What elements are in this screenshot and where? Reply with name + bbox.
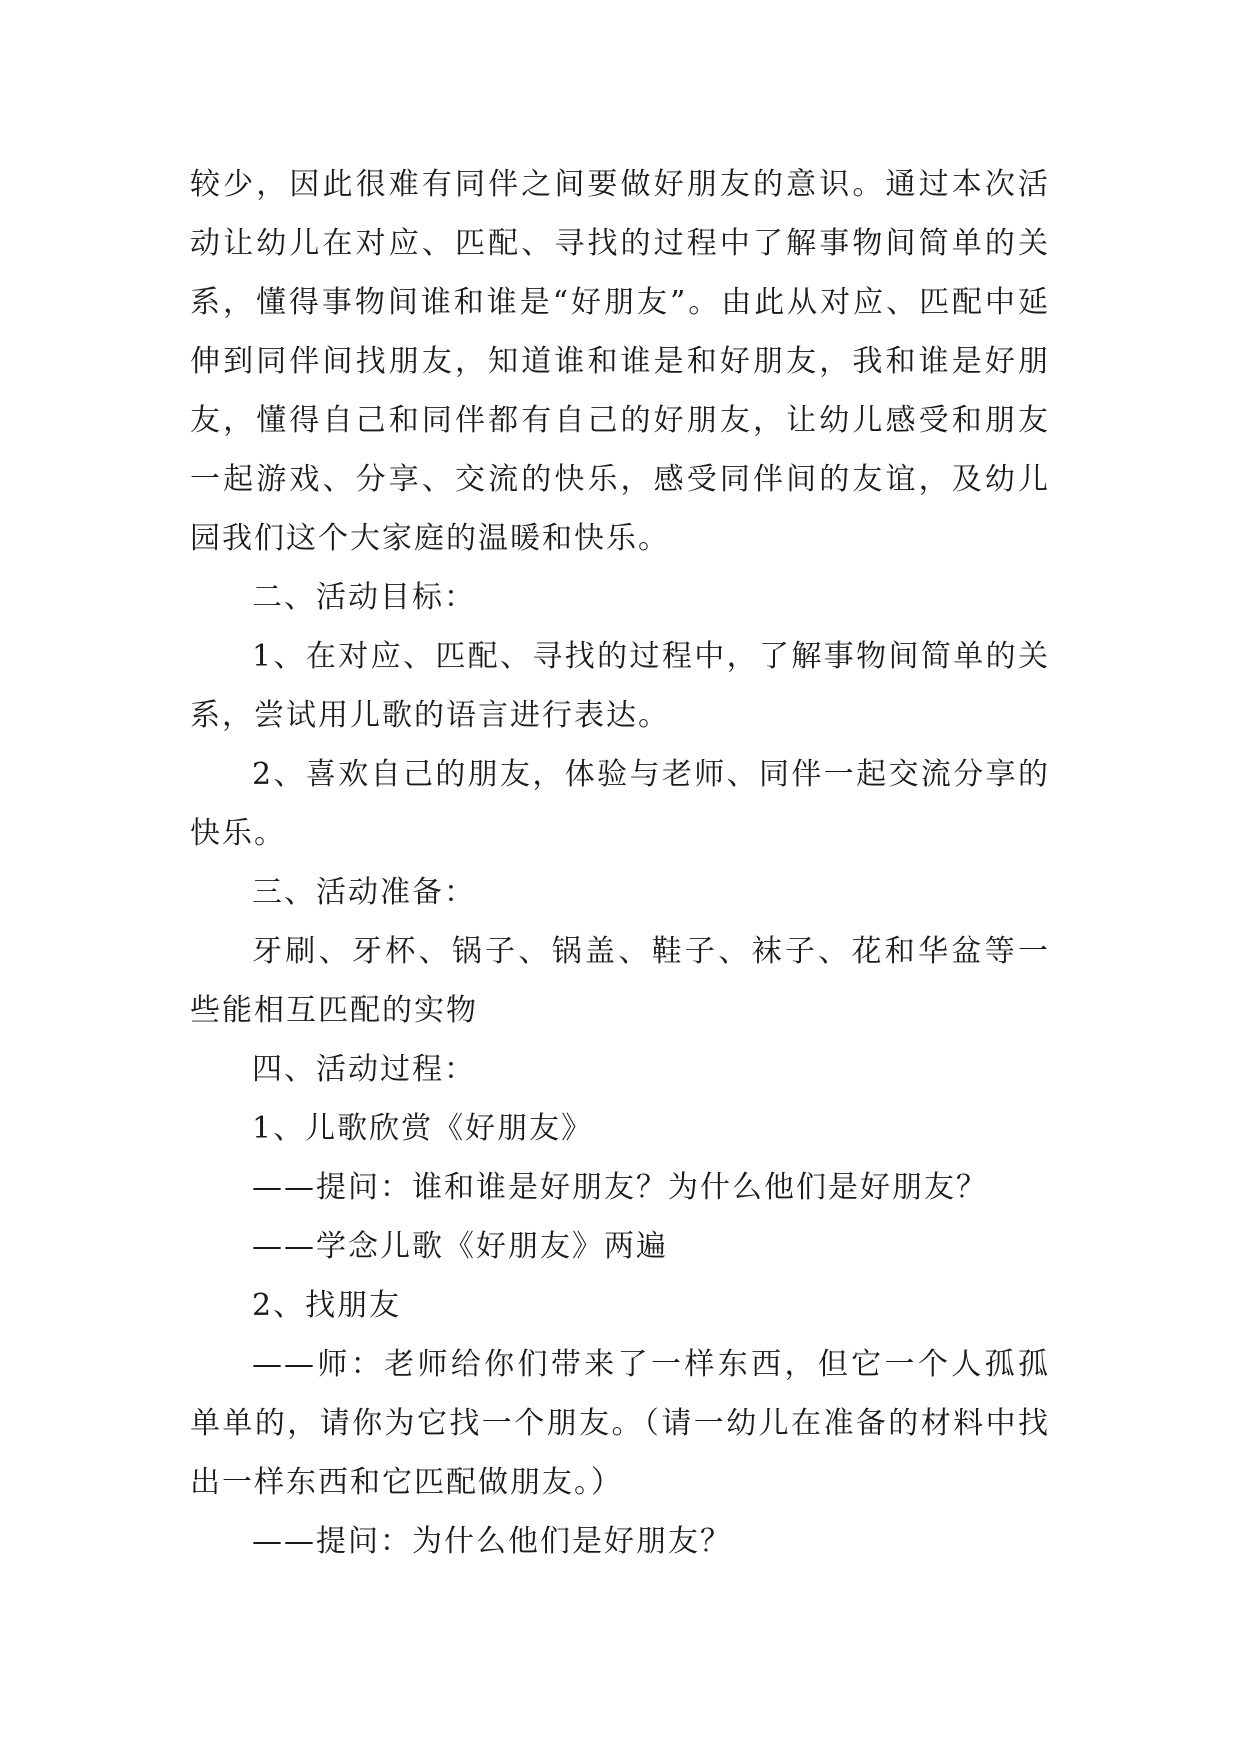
process-step-2-question: ——提问：为什么他们是好朋友？ bbox=[252, 1524, 732, 1559]
heading-activity-goals: 二、活动目标： bbox=[252, 580, 476, 615]
goal-item-1: 1、在对应、匹配、寻找的过程中，了解事物间简单的关系，尝试用儿歌的语言进行表达。 bbox=[190, 639, 1050, 733]
process-step-1-question: ——提问：谁和谁是好朋友？为什么他们是好朋友？ bbox=[252, 1170, 988, 1205]
goal-item-2: 2、喜欢自己的朋友，体验与老师、同伴一起交流分享的快乐。 bbox=[190, 757, 1050, 851]
document-body bbox=[190, 155, 1050, 1571]
heading-activity-preparation: 三、活动准备： bbox=[252, 875, 476, 910]
paragraph-background-continuation: 较少，因此很难有同伴之间要做好朋友的意识。通过本次活动让幼儿在对应、匹配、寻找的过程中了解事物间简单的关系，懂得事物间谁和谁是“好朋友”。由此从对应、匹配中延伸到同伴间找朋友，知道谁和谁是和好朋友，我和谁是好朋友，懂得自己和同伴都有自己的好朋友，让幼儿感受和朋友一起游戏、分享、交流的快乐，感受同伴间的友谊，及幼儿园我们这个大家庭的温暖和快乐。 bbox=[190, 167, 1050, 556]
preparation-materials: 牙刷、牙杯、锅子、锅盖、鞋子、袜子、花和华盆等一些能相互匹配的实物 bbox=[190, 934, 1050, 1028]
process-step-2-teacher: ——师：老师给你们带来了一样东西，但它一个人孤孤单单的，请你为它找一个朋友。（请一幼儿在准备的材料中找出一样东西和它匹配做朋友。） bbox=[190, 1347, 1050, 1500]
process-step-2: 2、找朋友 bbox=[252, 1288, 402, 1323]
process-step-1-recite: ——学念儿歌《好朋友》两遍 bbox=[252, 1229, 668, 1264]
heading-activity-process: 四、活动过程： bbox=[252, 1052, 476, 1087]
process-step-1: 1、儿歌欣赏《好朋友》 bbox=[252, 1111, 594, 1146]
